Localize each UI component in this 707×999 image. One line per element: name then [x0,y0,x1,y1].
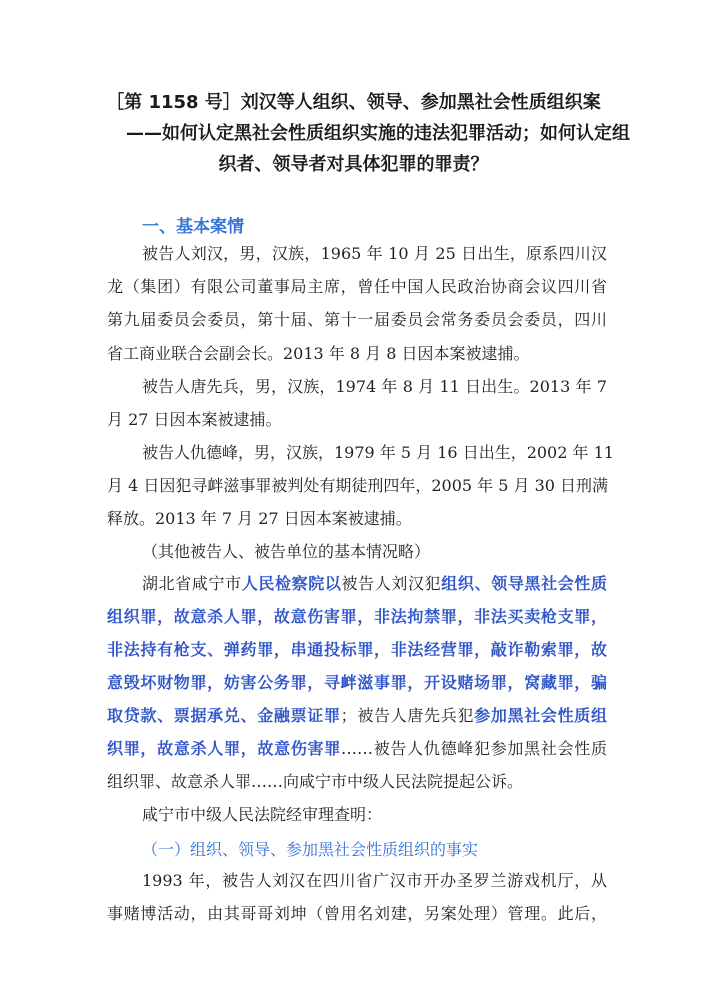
charges-line4: 意毁坏财物罪，妨害公务罪，寻衅滋事罪，开设赌场罪，窝藏罪，骗 [107,673,607,692]
charge-highlight: 取贷款、票据承兑、金融票证罪 [107,706,341,725]
other-defendants-note: （其他被告人、被告单位的基本情况略） [142,542,431,561]
defendant2-line2: 月 27 日因本案被逮捕。 [107,410,282,429]
defendant1-line1: 被告人刘汉，男，汉族，1965 年 10 月 25 日出生，原系四川汉 [142,244,607,263]
charge-highlight: 、领导黑社会性质 [474,574,607,593]
charges-text: ……被告人仇德峰犯参加黑社会性质 [341,739,607,758]
case-subtitle-line1: ——如何认定黑社会性质组织实施的违法犯罪活动；如何认定组 [126,123,630,144]
charges-text: 被告人刘汉犯 [341,574,442,593]
defendant3-line1: 被告人仇德峰，男，汉族，1979 年 5 月 16 日出生，2002 年 11 [142,443,614,462]
charges-line2: 组织罪，故意杀人罪，故意伤害罪，非法拘禁罪，非法买卖枪支罪， [107,607,607,626]
defendant1-line4: 省工商业联合会副会长。2013 年 8 月 8 日因本案被逮捕。 [107,344,530,363]
procuratorate-highlight: 人民检察院以 [241,574,342,593]
charge-highlight: 织罪，故意杀人罪，故意伤害罪 [107,739,341,758]
charge-highlight: 组织 [441,574,475,593]
defendant2-line1: 被告人唐先兵，男，汉族，1974 年 8 月 11 日出生。2013 年 7 [142,377,607,396]
facts-line2: 事赌博活动，由其哥哥刘坤（曾用名刘建，另案处理）管理。此后， [107,904,607,923]
charge-highlight: 参加黑社会性质组 [474,706,607,725]
defendant1-line2: 龙（集团）有限公司董事局主席，曾任中国人民政治协商会议四川省 [107,277,607,296]
charges-line3: 非法持有枪支、弹药罪，串通投标罪，非法经营罪，敲诈勒索罪，故 [107,640,607,659]
case-title: ［第 1158 号］刘汉等人组织、领导、参加黑社会性质组织案 [106,92,601,113]
charges-text: ；被告人唐先兵犯 [340,706,475,725]
charges-text: 湖北省咸宁市 [142,574,242,593]
facts-line1: 1993 年，被告人刘汉在四川省广汉市开办圣罗兰游戏机厅，从 [142,871,607,890]
defendant1-line3: 第九届委员会委员，第十届、第十一届委员会常务委员会委员，四川 [107,310,607,329]
case-subtitle-line2: 织者、领导者对具体犯罪的罪责？ [218,154,489,175]
court-findings-intro: 咸宁市中级人民法院经审理查明： [142,805,383,824]
subsection-heading-organization: （一）组织、领导、参加黑社会性质组织的事实 [142,840,479,859]
defendant3-line2: 月 4 日因犯寻衅滋事罪被判处有期徒刑四年，2005 年 5 月 30 日刑满 [107,476,609,495]
defendant3-line3: 释放。2013 年 7 月 27 日因本案被逮捕。 [107,509,412,528]
section-heading-basic-facts: 一、基本案情 [142,217,244,237]
charges-line7: 组织罪、故意杀人罪……向咸宁市中级人民法院提起公诉。 [107,772,524,791]
charges-line1 [142,573,607,595]
charges-line6 [107,738,607,760]
charges-line5 [107,705,607,727]
